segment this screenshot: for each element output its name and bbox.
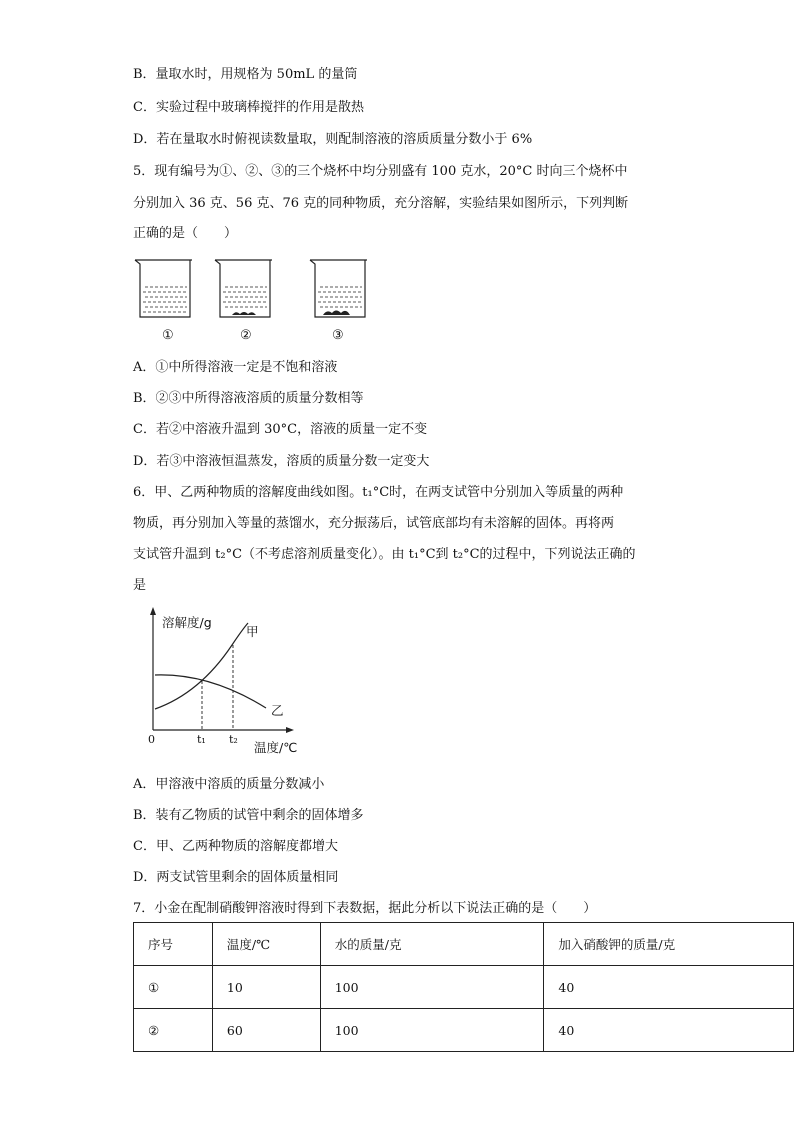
table-cell: 40 xyxy=(544,1009,794,1052)
curve-yi xyxy=(155,675,266,708)
q5-stem-line1: 5．现有编号为①、②、③的三个烧杯中均分别盛有 100 克水，20°C 时向三个烧杯中 xyxy=(133,164,628,179)
q5-option-b: B．②③中所得溶液溶质的质量分数相等 xyxy=(133,391,364,406)
t2-label: t₂ xyxy=(229,733,238,746)
q4-option-d: D．若在量取水时俯视读数量取，则配制溶液的溶质质量分数小于 6% xyxy=(133,132,533,147)
table-header-row xyxy=(134,923,794,966)
beaker-1 xyxy=(135,260,192,317)
table-row xyxy=(134,1009,794,1052)
curve-jia-label: 甲 xyxy=(246,624,259,639)
q6-stem-line1: 6．甲、乙两种物质的溶解度曲线如图。t₁°C时，在两支试管中分别加入等质量的两种 xyxy=(133,485,624,500)
table-header-cell: 序号 xyxy=(134,923,213,966)
q4-option-b: B．量取水时，用规格为 50mL 的量筒 xyxy=(133,67,358,82)
q5-stem-line2: 分别加入 36 克、56 克、76 克的同种物质，充分溶解，实验结果如图所示，下列判断 xyxy=(133,196,629,211)
q6-option-d: D．两支试管里剩余的固体质量相同 xyxy=(133,870,339,885)
q6-option-b: B．装有乙物质的试管中剩余的固体增多 xyxy=(133,808,364,823)
table-header-cell: 水的质量/克 xyxy=(320,923,544,966)
table-cell: 60 xyxy=(212,1009,320,1052)
table-cell: 10 xyxy=(212,966,320,1009)
q5-option-c: C．若②中溶液升温到 30°C，溶液的质量一定不变 xyxy=(133,422,428,437)
q5-option-a: A．①中所得溶液一定是不饱和溶液 xyxy=(133,360,338,375)
t1-label: t₁ xyxy=(197,733,206,746)
beakers-figure xyxy=(130,255,370,350)
q5-stem-line3: 正确的是（ ） xyxy=(133,226,238,241)
beaker-3 xyxy=(310,260,367,317)
table-header-cell: 温度/℃ xyxy=(212,923,320,966)
q6-stem-line4: 是 xyxy=(133,578,147,593)
q4-option-c: C．实验过程中玻璃棒搅拌的作用是散热 xyxy=(133,100,364,115)
x-axis-label: 温度/℃ xyxy=(254,740,298,755)
beaker-label-3: ③ xyxy=(332,328,344,343)
q6-option-c: C．甲、乙两种物质的溶解度都增大 xyxy=(133,839,338,854)
table-cell: 100 xyxy=(320,966,544,1009)
q6-stem-line3: 支试管升温到 t₂°C（不考虑溶剂质量变化）。由 t₁°C到 t₂°C的过程中，下列说法正确的 xyxy=(133,547,636,562)
table-header-cell: 加入硝酸钾的质量/克 xyxy=(544,923,794,966)
beaker-2 xyxy=(215,260,272,317)
table-cell: 40 xyxy=(544,966,794,1009)
solubility-graph xyxy=(140,605,310,765)
q5-option-d: D．若③中溶液恒温蒸发，溶质的质量分数一定变大 xyxy=(133,454,430,469)
curve-yi-label: 乙 xyxy=(271,703,284,718)
q7-stem: 7．小金在配制硝酸钾溶液时得到下表数据，据此分析以下说法正确的是（ ） xyxy=(133,901,597,916)
table-cell: 100 xyxy=(320,1009,544,1052)
q6-stem-line2: 物质，再分别加入等量的蒸馏水，充分振荡后，试管底部均有未溶解的固体。再将两 xyxy=(133,516,615,531)
origin-label: 0 xyxy=(148,733,155,746)
undissolved-solid xyxy=(323,311,350,316)
table-cell: ① xyxy=(134,966,213,1009)
beaker-label-1: ① xyxy=(162,328,174,343)
beaker-label-2: ② xyxy=(240,328,252,343)
table-row xyxy=(134,966,794,1009)
y-axis-arrow xyxy=(150,607,156,615)
q6-option-a: A．甲溶液中溶质的质量分数减小 xyxy=(133,777,325,792)
x-axis-arrow xyxy=(286,727,294,733)
undissolved-solid xyxy=(232,312,256,315)
table-cell: ② xyxy=(134,1009,213,1052)
y-axis-label: 溶解度/g xyxy=(162,615,212,630)
curve-jia xyxy=(155,623,248,709)
potassium-nitrate-data-table xyxy=(133,922,794,1052)
